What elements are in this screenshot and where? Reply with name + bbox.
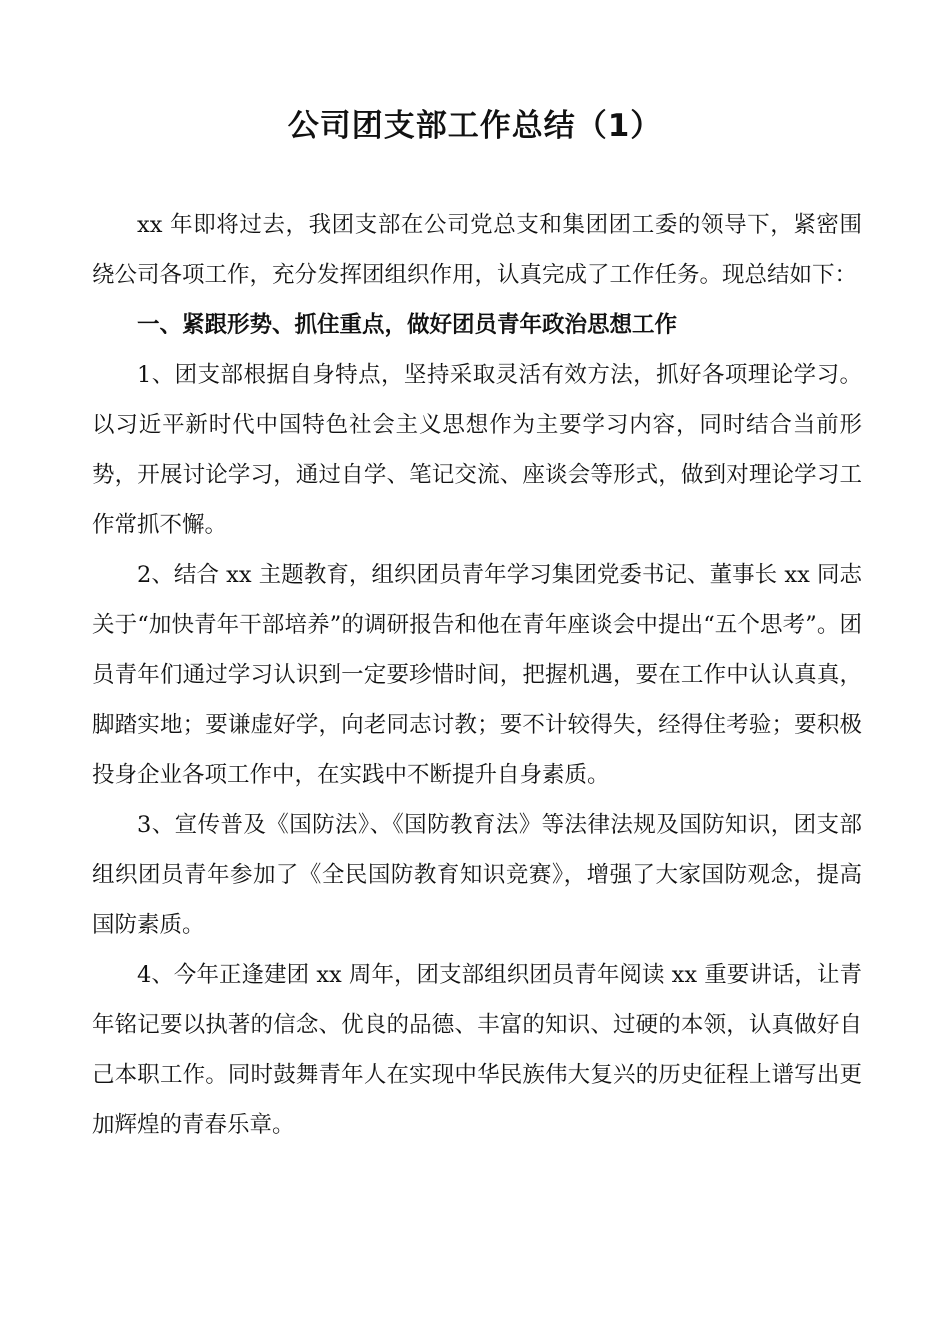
document-title: 公司团支部工作总结（1） [287, 108, 663, 144]
paragraph-item-2: 2、结合 xx 主题教育，组织团员青年学习集团党委书记、董事长 xx 同志关于“加快青年干部培养”的调研报告和他在青年座谈会中提出“五个思考”。团员青年们通过学习认识到一定要珍惜时间，把握机遇，要在工作中认认真真，脚踏实地；要谦虚好学，向老同志讨教；要不计较得失，经得住考验；要积极投身企业各项工作中，在实践中不断提升自身素质。 [92, 562, 862, 788]
paragraph-item-3: 3、宣传普及《国防法》、《国防教育法》等法律法规及国防知识，团支部组织团员青年参加了《全民国防教育知识竞赛》，增强了大家国防观念，提高国防素质。 [92, 812, 862, 938]
paragraph-item-1: 1、团支部根据自身特点，坚持采取灵活有效方法，抓好各项理论学习。以习近平新时代中国特色社会主义思想作为主要学习内容，同时结合当前形势，开展讨论学习，通过自学、笔记交流、座谈会等形式，做到对理论学习工作常抓不懈。 [92, 362, 862, 538]
intro-paragraph: xx 年即将过去，我团支部在公司党总支和集团团工委的领导下，紧密围绕公司各项工作，充分发挥团组织作用，认真完成了工作任务。现总结如下： [92, 212, 862, 288]
document-body [92, 200, 862, 1150]
section-heading: 一、紧跟形势、抓住重点，做好团员青年政治思想工作 [137, 312, 678, 338]
paragraph-item-4: 4、今年正逢建团 xx 周年，团支部组织团员青年阅读 xx 重要讲话，让青年铭记要以执著的信念、优良的品德、丰富的知识、过硬的本领，认真做好自己本职工作。同时鼓舞青年人在实现中华民族伟大复兴的历史征程上谱写出更加辉煌的青春乐章。 [92, 962, 862, 1138]
